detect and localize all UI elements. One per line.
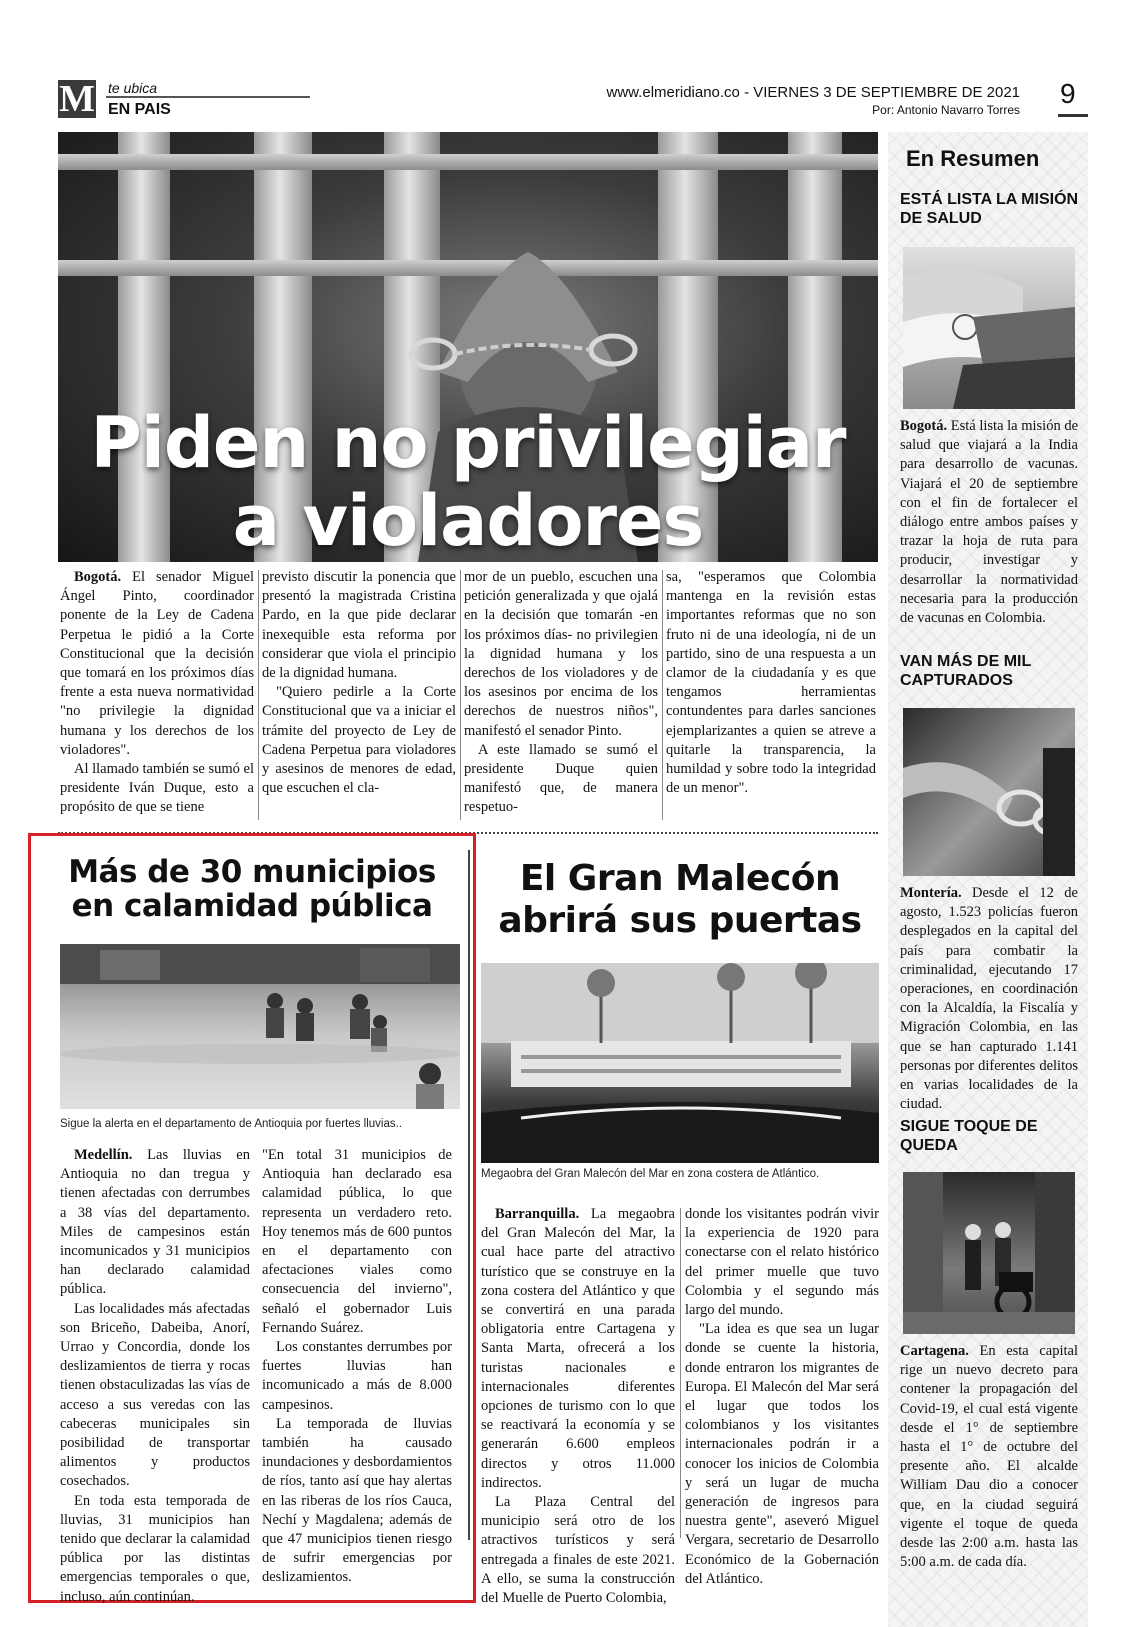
kicker-divider	[106, 96, 310, 98]
paragraph: "La idea es que sea un lugar donde se cuente la historia, donde entraron los migrantes de Europa. El Malecón del Mar será el lugar que todos los colombianos y los visitantes internacionales podrán ir a conocer los inicios de Colombia y será un lugar de mucha generación de ingresos para nuestra gente", aseveró Miguel Vergara, secretario de Desarrollo Económico de la Gobernación del Atlántico.	[685, 1321, 879, 1587]
malecon-headline	[478, 858, 882, 942]
column-rule	[680, 1208, 681, 1538]
curfew-street-illustration	[903, 1172, 1075, 1334]
paragraph: A este llamado se sumó el presidente Duque quien manifestó que, de manera respetuo-	[464, 741, 658, 816]
sidebar-item-3-text	[900, 1342, 1078, 1572]
page-number-rule	[1058, 114, 1088, 117]
sidebar-item-3-heading: SIGUE TOQUE DE QUEDA	[900, 1118, 1038, 1154]
paragraph: donde los visitantes podrán vivir la experiencia de 1920 para conectarse con el relato histórico del primer muelle que tuvo Colombia y el segundo más largo del mundo.	[685, 1206, 879, 1319]
lead-column-1	[60, 568, 254, 818]
paragraph: "En total 31 municipios de Antioquia han declarado esa calamidad pública, lo que representa un verdadero reto. Hoy tenemos más de 600 puntos en el departamento con afectaciones viales como consecuencia del invierno", señaló el gobernador Luis Fernando Suárez.	[262, 1147, 452, 1336]
malecon-caption: Megaobra del Gran Malecón del Mar en zona costera de Atlántico.	[481, 1168, 820, 1180]
sidebar-item-1-text	[900, 417, 1078, 628]
lead-column-4	[666, 568, 876, 798]
paragraph: Bogotá. El senador Miguel Ángel Pinto, coordinador ponente de la Ley de Cadena Perpetua le pidió a la Corte Constitucional que la decisión que tomará en los próximos días frente a esta nueva normatividad "no privilegie la dignidad humana y los derechos de los violadores".	[60, 569, 254, 758]
malecon-photo	[481, 963, 879, 1163]
paragraph: Al llamado también se sumó el presidente Iván Duque, esto a propósito de que se tiene	[60, 761, 255, 816]
municipios-headline-line2: en calamidad pública	[71, 888, 433, 924]
paragraph: Barranquilla. La megaobra del Gran Malecón del Mar, la cual hace parte del atractivo turístico que se construye en la zona costera del Atlántico y que se convertirá en una parada obligatoria entre Cartagena y Santa Marta, ofrecerá a los turistas nacionales e internacionales diferentes opciones de turismo con lo que se reactivará la economía y se generarán 6.600 empleos directos y otros 11.000 indirectos.	[481, 1206, 675, 1491]
lead-column-2	[262, 568, 456, 798]
page-number: 9	[1060, 78, 1076, 109]
handcuffs-illustration	[903, 708, 1075, 876]
malecon-column-1	[481, 1205, 675, 1608]
paragraph: Bogotá. Está lista la misión de salud que viajará a la India para desarrollo de vacunas. Viajará el 20 de septiembre con el fin de fortalecer el diálogo entre ambos países y trazar la hoja de ruta para producir, investigar y desarrollar la normatividad necesaria para la producción de vacunas en Colombia.	[900, 418, 1079, 627]
lead-headline	[58, 404, 878, 560]
flags-illustration	[903, 247, 1075, 409]
municipios-caption: Sigue la alerta en el departamento de Antioquia por fuertes lluvias..	[60, 1118, 403, 1130]
section-kicker: te ubica	[108, 80, 158, 96]
lead-column-3	[464, 568, 658, 818]
curfew-street-photo	[903, 1172, 1075, 1334]
paragraph: Montería. Desde el 12 de agosto, 1.523 policías fueron desplegados en la capital del país para combatir la criminalidad, ejecutando 17 operaciones, en coordinación con la Alcaldía, la Fiscalía y Migración Colombia, en las que se han capturado 1.141 personas por diferentes delitos en varias localidades de la ciudad.	[900, 885, 1078, 1113]
column-rule	[258, 570, 259, 820]
lead-headline-line1: Piden no privilegiar	[90, 402, 846, 484]
paragraph: previsto discutir la ponencia que presentó la magistrada Cristina Pardo, en la que pide declarar inexequible esta reforma por considerar que viola el principio de la dignidad humana.	[262, 569, 456, 682]
malecon-headline-line2: abrirá sus puertas	[498, 900, 862, 941]
municipios-column-1	[60, 1146, 250, 1607]
malecon-scene-illustration	[481, 963, 879, 1163]
flood-scene-illustration	[60, 944, 460, 1109]
flags-photo	[903, 247, 1075, 409]
paragraph: La Plaza Central del municipio será otro de los atractivos turísticos y será entregada a finales de este 2021. A ello, se suma la construcción del Muelle de Puerto Colombia,	[481, 1494, 675, 1607]
paragraph: Los constantes derrumbes por fuertes lluvias han incomunicado a más de 8.000 campesinos.	[262, 1339, 452, 1413]
paragraph: mor de un pueblo, escuchen una petición generalizada y que ojalá en la decisión que tomarán -en los próximos días- no privilegien la dignidad humana y los derechos de los violadores y de los asesinos por encima de los derechos de nuestros niños", manifestó el senador Pinto.	[464, 569, 658, 739]
lead-headline-line2: a violadores	[232, 480, 704, 562]
byline: Por: Antonio Navarro Torres	[872, 103, 1020, 117]
flood-photo	[60, 944, 460, 1109]
column-rule	[468, 850, 470, 1540]
sidebar-item-2-heading: VAN MÁS DE MIL CAPTURADOS	[900, 653, 1031, 689]
malecon-headline-line1: El Gran Malecón	[519, 858, 841, 899]
paragraph: Las localidades más afectadas son Briceño, Dabeiba, Anorí, Urrao y Concordia, donde los deslizamientos de tierra y rocas tienen obstaculizadas las vías de acceso a sus veredas con las cabeceras municipales sin posibilidad de transportar alimentos y productos cosechados.	[60, 1300, 250, 1490]
masthead-logo: M	[59, 78, 95, 120]
column-rule	[460, 570, 461, 820]
sidebar-title: En Resumen	[906, 146, 1040, 171]
sidebar-item-2-text	[900, 884, 1078, 1114]
column-rule	[662, 570, 663, 820]
paragraph: Medellín. Las lluvias en Antioquia no dan tregua y tienen afectadas con derrumbes a 38 vías del departamento. Miles de campesinos están incomunicados y 31 municipios han declarado calamidad pública.	[60, 1147, 250, 1298]
paragraph: "Quiero pedirle a la Corte Constitucional que va a iniciar el trámite del proyecto de Ley de Cadena Perpetua para violadores y asesinos de menores de edad, que escuchen el cla-	[262, 684, 456, 797]
dateline: www.elmeridiano.co - VIERNES 3 DE SEPTIEMBRE DE 2021	[606, 84, 1020, 101]
hero-photo-handcuffed-prisoner	[58, 132, 878, 562]
handcuffs-photo	[903, 708, 1075, 876]
section-name: EN PAIS	[108, 101, 171, 118]
municipios-headline-line1: Más de 30 municipios	[68, 854, 436, 890]
paragraph: Cartagena. En esta capital rige un nuevo decreto para contener la propagación del Covid-19, el cual está vigente desde el 1° de septiembre hasta el 1° de octubre del presente año. El alcalde William Dau dio a conocer que, en la ciudad seguirá vigente el toque de queda desde las 2:00 a.m. hasta las 5:00 a.m. de cada día.	[900, 1343, 1078, 1571]
sidebar-item-1-heading: ESTÁ LISTA LA MISIÓN DE SALUD	[900, 191, 1079, 227]
paragraph: sa, "esperamos que Colombia mantenga en la revisión estas importantes reformas que no son fruto ni de una ideología, ni de un partido, sino de una respuesta a un clamor de la ciudadanía y es que tengamos herramientas contundentes para darles sanciones ejemplarizantes a quien se atreve a quitarle la transparencia, la humildad y sobre todo la integridad de un menor".	[666, 569, 876, 797]
paragraph: La temporada de lluvias también ha causado inundaciones y desbordamientos de ríos, tanto así que hay alertas en las riberas de los ríos Cauca, Nechí y Magdalena; además de que 47 municipios tienen riesgo de sufrir emergencias por deslizamientos.	[262, 1415, 452, 1586]
municipios-column-2	[262, 1146, 452, 1588]
paragraph: En toda esta temporada de lluvias, 31 municipios han tenido que declarar la calamidad pública por las distintas emergencias temporales o que, incluso, aún continúan.	[60, 1492, 250, 1605]
malecon-column-2	[685, 1205, 879, 1589]
municipios-headline	[46, 855, 458, 923]
